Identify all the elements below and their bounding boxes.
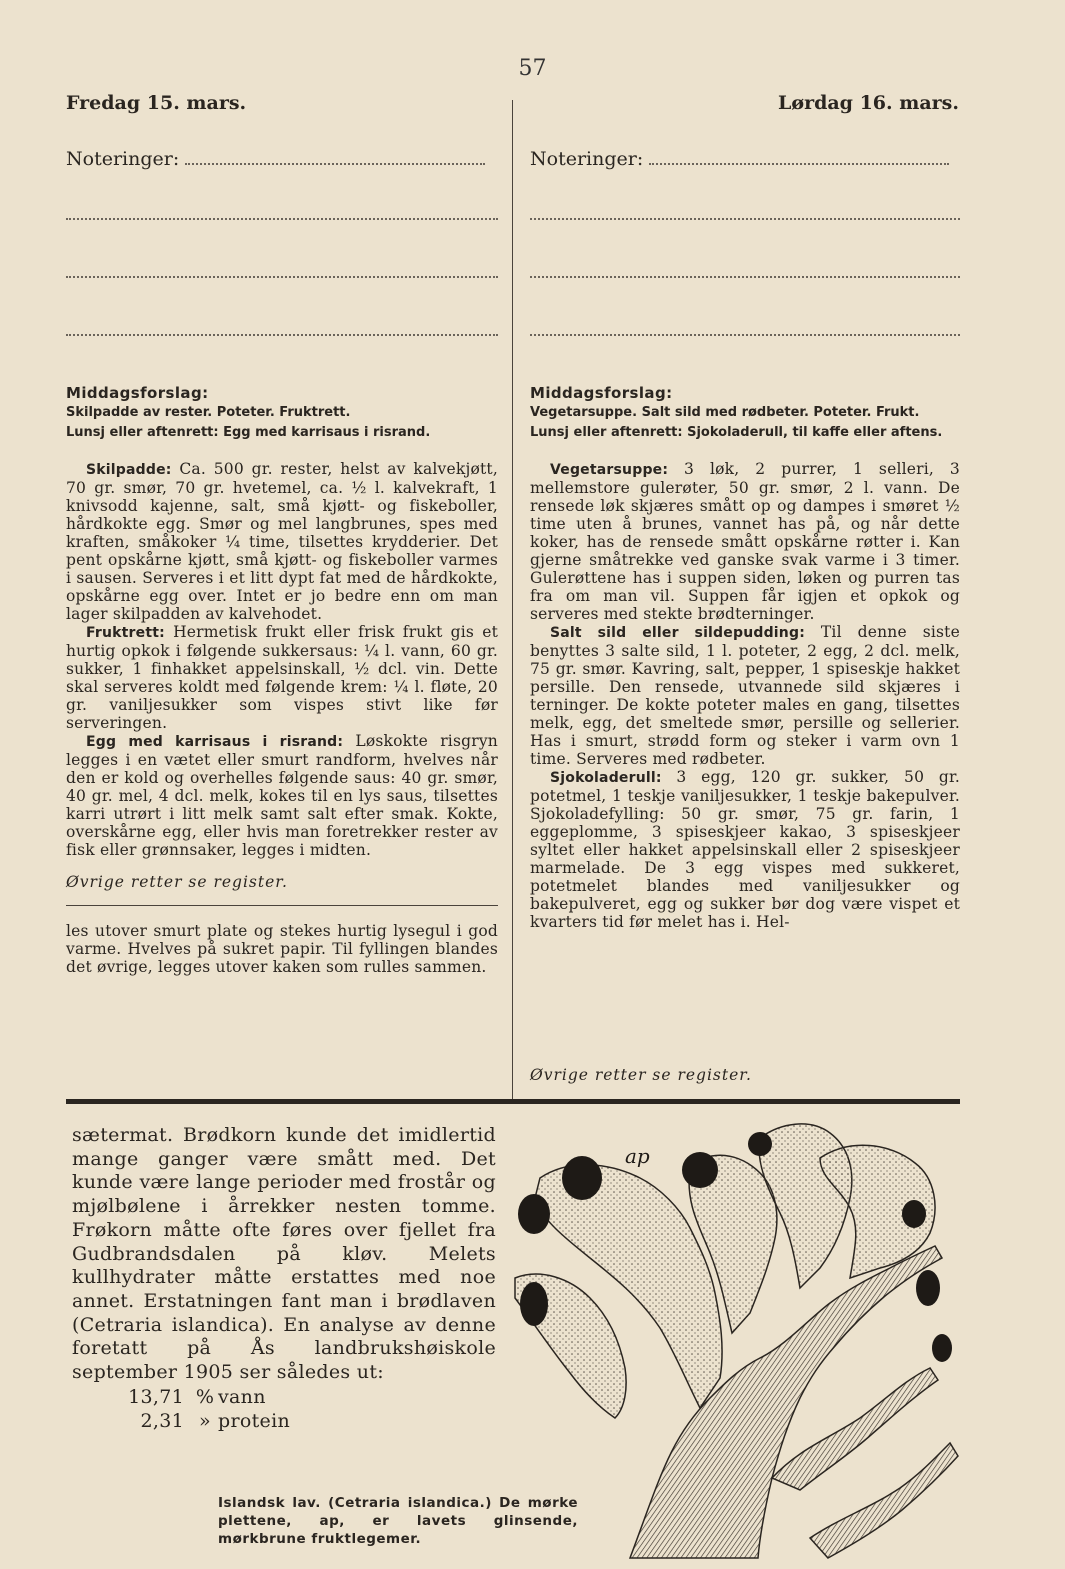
left-column [66,148,498,976]
analysis-row [72,1385,496,1409]
menu-heading: Middagsforslag: [66,384,209,402]
notes-dotline [530,334,960,336]
recipe-text: Ca. 500 gr. rester, helst av kalvekjøtt, 70 gr. smør, 70 gr. hvetemel, ca. ½ l. kalvekraft, 1 knivsodd kajenne, salt, små kjøtt- og fiskeboller, hårdkokte egg. Smør og mel langbrunes, spes med kraften, småkoker ¼ time, tilsettes krydderier. Det pent opskårne kjøtt, små kjøtt- og fiskeboller varmes i sausen. Serveres i et litt dypt fat med de hårdkokte, opskårne egg over. Intet er jo bedre enn om man lager skilpadden av kalvehodet. [66,460,498,623]
recipe-text: Løskokte risgryn legges i en vætet eller smurt randform, hvelves når den er kold og overhelles følgende saus: 40 gr. smør, 40 gr. mel, 4 dcl. melk, kokes til en lys saus, tilsettes karri utrørt i litt melk samt salt efter smak. Kokte, overskårne egg, eller hvis man foretrekker rester av fisk eller grønnsaker, legges i midten. [66,732,498,859]
recipe-text: 3 løk, 2 purrer, 1 selleri, 3 mellemstore gulerøter, 50 gr. smør, 2 l. vann. De rensede løk skjæres smått op og dampes i smøret ½ time uten å brunes, vannet has på, og når dette koker, has de rensede smått opskårne røtter i. Kan gjerne småtrekke ved ganske svak varme i 3 timer. Gulerøttene has i suppen siden, løken og purren tas fra om man vil. Suppen får igjen et opkok og serveres med stekte brødterninger. [530,460,960,623]
day-heading-friday: Fredag 15. mars. [66,92,247,114]
recipe-vegetarsuppe [530,460,960,623]
recipe-name: Salt sild eller sildepudding: [550,625,805,641]
fruiting-body [518,1194,550,1234]
section-rule [66,905,498,906]
analysis-value: 2,31 [140,1409,184,1432]
fruiting-body [562,1156,602,1200]
recipe-text: 3 egg, 120 gr. sukker, 50 gr. potetmel, 1 teskje vaniljesukker, 1 teskje bakepulver. Sjokoladefylling: 50 gr. smør, 75 gr. farin, 1 eggeplomme, 3 spiseskjeer kakao, 3 spiseskjeer syltet eller hakket appelsinskall eller 2 spiseskjeer marmelade. De 3 egg vispes med sukkeret, potetmelet blandes med vaniljesukker og bakepulveret, egg og sukker bør dog være vispet et kvarters tid før melet has i. Hel- [530,768,960,931]
analysis-row [72,1409,496,1433]
fruiting-body [520,1282,548,1326]
fruiting-body [748,1132,772,1156]
recipe-text: Til denne siste benyttes 3 salte sild, 1 l. poteter, 2 egg, 2 dcl. melk, 75 gr. smør. Kavring, salt, pepper, 1 spiseskje hakket persille. Den rensede, utvannede sild skjæres i terninger. De kokte poteter males en gang, tilsettes melk, egg, det smeltede smør, persille og sellerier. Has i smurt, strødd form og steker i varm ovn 1 time. Serveres med rødbeter. [530,623,960,768]
analysis-value: 13,71 [128,1385,184,1408]
ovrige-retter: Øvrige retter se register. [66,873,288,891]
column-divider [512,100,513,1102]
page-rule [66,1099,960,1104]
recipe-text: Hermetisk frukt eller frisk frukt gis et hurtig opkok i følgende sukkersaus: ¼ l. vann, 60 gr. sukker, 1 finhakket appelsinskall, ½ dcl. vin. Dette skal serveres koldt med følgende krem: ¼ l. fløte, 20 gr. vaniljesukker som vispes stivt like før serveringen. [66,623,498,732]
fruiting-body [916,1270,940,1306]
figure-caption: Islandsk lav. (Cetraria islandica.) De mørke plettene, ap, er lavets glinsende, mørkbrune fruktlegemer. [218,1495,578,1547]
page-number: 57 [518,56,547,81]
notes-dotline [530,218,960,220]
ovrige-retter: Øvrige retter se register. [530,1066,752,1084]
analysis-unit: % [195,1385,215,1408]
fruiting-body [682,1152,718,1188]
notes-label [66,148,498,178]
recipe-salt-sild [530,623,960,768]
recipe-name: Fruktrett: [86,625,165,641]
notes-dotline [66,334,498,336]
recipe-continuation: les utover smurt plate og stekes hurtig lysegul i god varme. Hvelves på sukret papir. Til fyllingen blandes det øvrige, legges utover kaken som rulles sammen. [66,922,498,976]
menu-heading: Middagsforslag: [530,384,673,402]
notes-label-text: Noteringer: [66,148,180,170]
recipe-skilpadde [66,460,498,623]
menu-lunch: Lunsj eller aftenrett: Egg med karrisaus i risrand. [66,425,431,440]
notes-dotline [66,276,498,278]
notes-label-text: Noteringer: [530,148,644,170]
menu-lunch: Lunsj eller aftenrett: Sjokoladerull, til kaffe eller aftens. [530,425,943,440]
right-column [530,148,960,931]
article-text: sætermat. Brødkorn kunde det imidlertid mange ganger være smått med. Det kunde være lange perioder med frostår og mjølbølene i årrekker nesten tomme. Frøkorn måtte ofte føres over fjellet fra Gudbrandsdalen på kløv. Melets kullhydrater måtte erstattes med noe annet. Erstatningen fant man i brødlaven (Cetraria islandica). En analyse av denne foretatt på Ås landbrukshøiskole september 1905 ser således ut: [72,1124,496,1384]
fruiting-body [932,1334,952,1362]
menu-main: Skilpadde av rester. Poteter. Fruktrett. [66,405,351,420]
analysis-item: vann [218,1385,266,1408]
menu-main: Vegetarsuppe. Salt sild med rødbeter. Poteter. Frukt. [530,405,920,420]
notes-dotline [530,276,960,278]
recipe-name: Vegetarsuppe: [550,462,669,478]
analysis-unit: » [199,1409,211,1432]
day-heading-saturday: Lørdag 16. mars. [778,92,959,114]
recipe-egg-karrisaus [66,732,498,859]
illustration-label: ap [625,1144,650,1168]
notes-dotline [185,163,485,165]
notes-dotline [649,163,949,165]
notes-label [530,148,960,178]
recipe-name: Sjokoladerull: [550,770,662,786]
bottom-article [72,1124,496,1433]
recipe-name: Egg med karrisaus i risrand: [86,734,344,750]
lichen-illustration [510,1118,965,1563]
notes-dotline [66,218,498,220]
recipe-name: Skilpadde: [86,462,172,478]
recipe-fruktrett [66,623,498,732]
analysis-item: protein [218,1409,290,1432]
fruiting-body [902,1200,926,1228]
recipe-sjokoladerull [530,768,960,931]
